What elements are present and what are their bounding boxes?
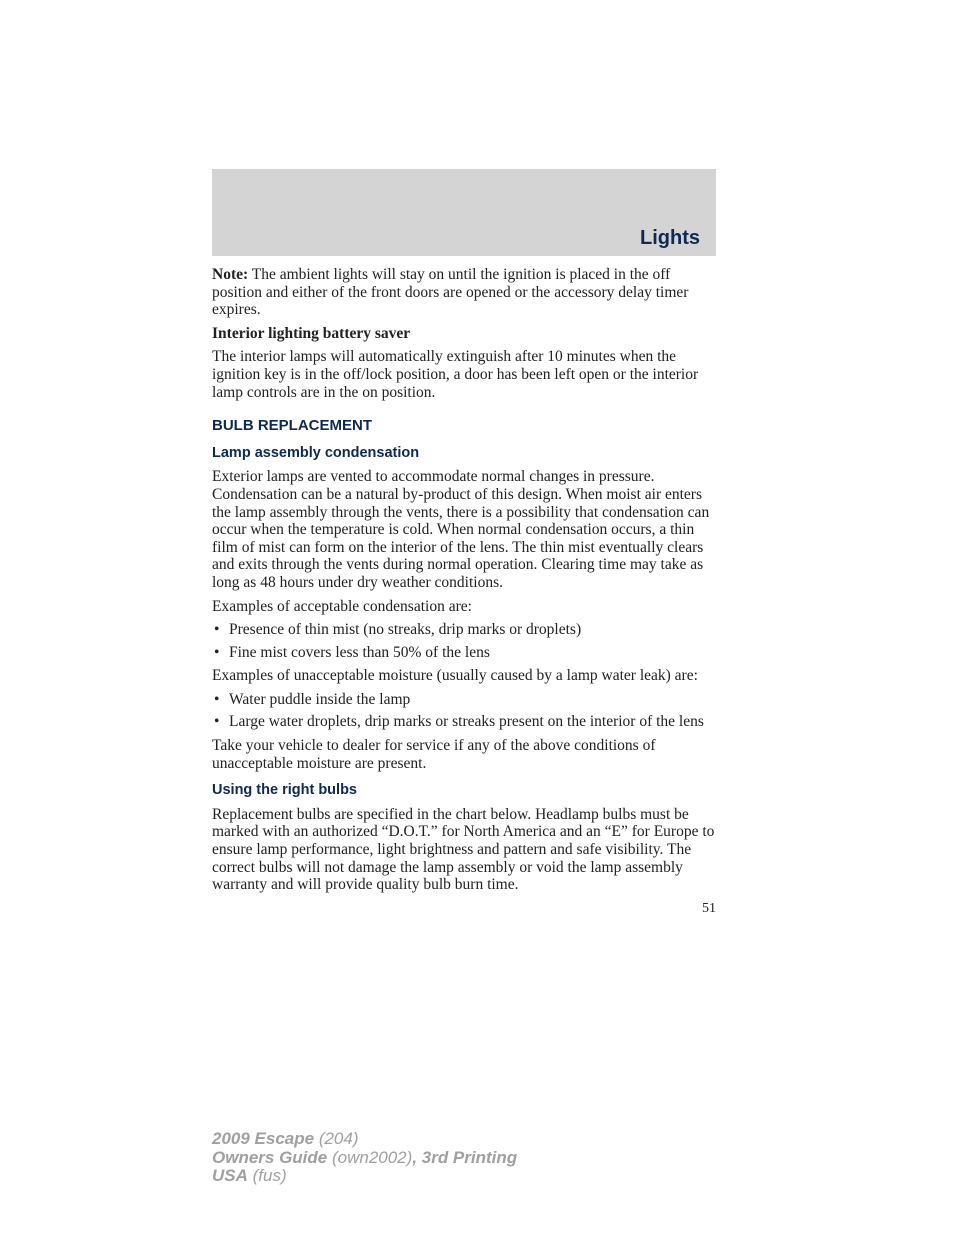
- section-header-band: [212, 169, 716, 256]
- footer-line-model: 2009 Escape (204): [212, 1129, 359, 1148]
- list-item: • Large water droplets, drip marks or streaks present on the interior of the lens: [214, 713, 704, 731]
- section-title: Lights: [640, 227, 700, 249]
- battery-saver-heading: Interior lighting battery saver: [212, 324, 411, 342]
- bullet-icon: •: [214, 690, 220, 708]
- list-item: • Presence of thin mist (no streaks, drip marks or droplets): [214, 621, 582, 639]
- unacceptable-list: [212, 691, 716, 731]
- list-item: • Water puddle inside the lamp: [214, 690, 411, 708]
- document-footer: [212, 1130, 517, 1186]
- bullet-icon: •: [214, 713, 220, 731]
- note-text: The ambient lights will stay on until the ignition is placed in the off position and either of the front doors are opened or the accessory delay timer expires.: [212, 266, 689, 319]
- right-bulbs-body: Replacement bulbs are specified in the chart below. Headlamp bulbs must be marked with an authorized “D.O.T.” for North America and an “E” for Europe to ensure lamp performance, light brightness and pattern and safe visibility. The correct bulbs will not damage the lamp assembly or void the lamp assembly warranty and will provide quality bulb burn time.: [212, 805, 715, 894]
- list-item: • Fine mist covers less than 50% of the lens: [214, 643, 490, 661]
- acceptable-intro: Examples of acceptable condensation are:: [212, 597, 472, 615]
- acceptable-list: [212, 621, 716, 661]
- footer-line-region: USA (fus): [212, 1166, 287, 1185]
- bulb-replacement-heading: BULB REPLACEMENT: [212, 417, 372, 435]
- page-number: 51: [702, 900, 716, 916]
- battery-saver-body: The interior lamps will automatically extinguish after 10 minutes when the ignition key is in the off/lock position, a door has been left open or the interior lamp controls are in the on position.: [212, 348, 699, 401]
- condensation-closing: Take your vehicle to dealer for service if any of the above conditions of unacceptable moisture are present.: [212, 737, 656, 772]
- condensation-heading: Lamp assembly condensation: [212, 444, 420, 461]
- note-label: Note:: [212, 266, 249, 283]
- bullet-icon: •: [214, 621, 220, 639]
- unacceptable-intro: Examples of unacceptable moisture (usually caused by a lamp water leak) are:: [212, 667, 698, 685]
- condensation-body: Exterior lamps are vented to accommodate normal changes in pressure. Condensation can be a natural by-product of this design. When moist air enters the lamp assembly through the vents, there is a possibility that condensation can occur when the temperature is cold. When normal condensation occurs, a thin film of mist can form on the interior of the lens. The thin mist eventually clears and exits through the vents during normal operation. Clearing time may take as long as 48 hours under dry weather conditions.: [212, 468, 710, 591]
- bullet-icon: •: [214, 643, 220, 661]
- page-content: [212, 266, 716, 917]
- footer-line-guide: Owners Guide (own2002), 3rd Printing: [212, 1147, 518, 1167]
- note-paragraph: [212, 266, 716, 319]
- right-bulbs-heading: Using the right bulbs: [212, 782, 357, 799]
